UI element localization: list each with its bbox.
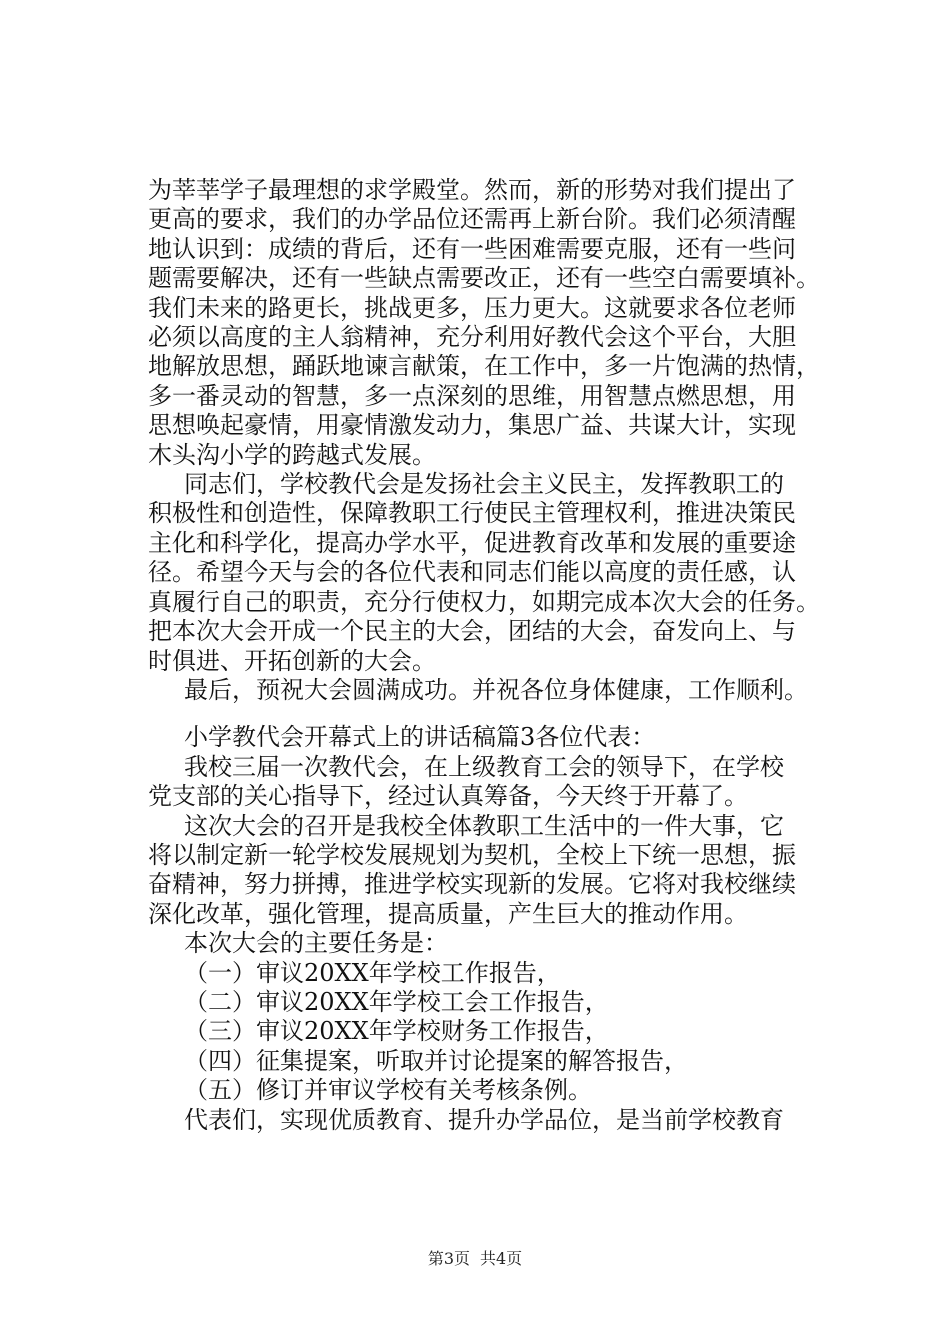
section-gap (148, 705, 853, 723)
text-line: 时俱进、开拓创新的大会。 (148, 646, 436, 675)
document-body (148, 176, 853, 1135)
text-line: 更高的要求，我们的办学品位还需再上新台阶。我们必须清醒 (148, 205, 796, 234)
text-line: 代表们，实现优质教育、提升办学品位，是当前学校教育 (184, 1105, 784, 1134)
text-line: 必须以高度的主人翁精神，充分利用好教代会这个平台，大胆 (148, 323, 796, 352)
text-section-bottom (148, 723, 853, 1135)
text-line: 本次大会的主要任务是： (184, 929, 448, 958)
text-line: 地认识到：成绩的背后，还有一些困难需要克服，还有一些问 (148, 234, 796, 263)
text-line: 多一番灵动的智慧，多一点深刻的思维，用智慧点燃思想，用 (148, 381, 796, 410)
text-line: 思想唤起豪情，用豪情激发动力，集思广益、共谋大计，实现 (148, 411, 796, 440)
text-line: 党支部的关心指导下，经过认真筹备，今天终于开幕了。 (148, 782, 748, 811)
text-line: （二）审议20XX年学校工会工作报告， (184, 987, 609, 1016)
text-line: （一）审议20XX年学校工作报告， (184, 958, 561, 987)
text-line: 将以制定新一轮学校发展规划为契机，全校上下统一思想，振 (148, 840, 796, 869)
text-line: 为莘莘学子最理想的求学殿堂。然而，新的形势对我们提出了 (148, 176, 796, 204)
text-line: （四）征集提案，听取并讨论提案的解答报告， (184, 1046, 688, 1075)
text-line: （三）审议20XX年学校财务工作报告， (184, 1017, 609, 1046)
text-line: 把本次大会开成一个民主的大会，团结的大会，奋发向上、与 (148, 617, 796, 646)
text-line: 最后，预祝大会圆满成功。并祝各位身体健康，工作顺利。 (184, 675, 808, 704)
text-line: 奋精神，努力拼搏，推进学校实现新的发展。它将对我校继续 (148, 870, 796, 899)
text-line: 我校三届一次教代会，在上级教育工会的领导下，在学校 (184, 752, 784, 781)
text-line: 积极性和创造性，保障教职工行使民主管理权利，推进决策民 (148, 499, 796, 528)
text-line: 木头沟小学的跨越式发展。 (148, 440, 436, 469)
page-number: 第3页 (427, 1249, 470, 1268)
text-line: 地解放思想，踊跃地谏言献策，在工作中，多一片饱满的热情， (148, 352, 820, 381)
text-section-top (148, 176, 853, 705)
text-line: 真履行自己的职责，充分行使权力，如期完成本次大会的任务。 (148, 587, 820, 616)
text-line: 主化和科学化，提高办学水平，促进教育改革和发展的重要途 (148, 528, 796, 557)
page-footer (0, 1246, 950, 1269)
text-line: （五）修订并审议学校有关考核条例。 (184, 1076, 592, 1105)
page-total: 共4页 (480, 1249, 523, 1268)
text-line: 径。希望今天与会的各位代表和同志们能以高度的责任感，认 (148, 558, 796, 587)
text-line: 这次大会的召开是我校全体教职工生活中的一件大事，它 (184, 811, 784, 840)
text-line: 深化改革，强化管理，提高质量，产生巨大的推动作用。 (148, 899, 748, 928)
text-line: 我们未来的路更长，挑战更多，压力更大。这就要求各位老师 (148, 293, 796, 322)
text-line: 题需要解决，还有一些缺点需要改正，还有一些空白需要填补。 (148, 264, 820, 293)
text-line: 同志们，学校教代会是发扬社会主义民主，发挥教职工的 (184, 470, 784, 499)
text-line: 小学教代会开幕式上的讲话稿篇3各位代表： (184, 723, 656, 752)
